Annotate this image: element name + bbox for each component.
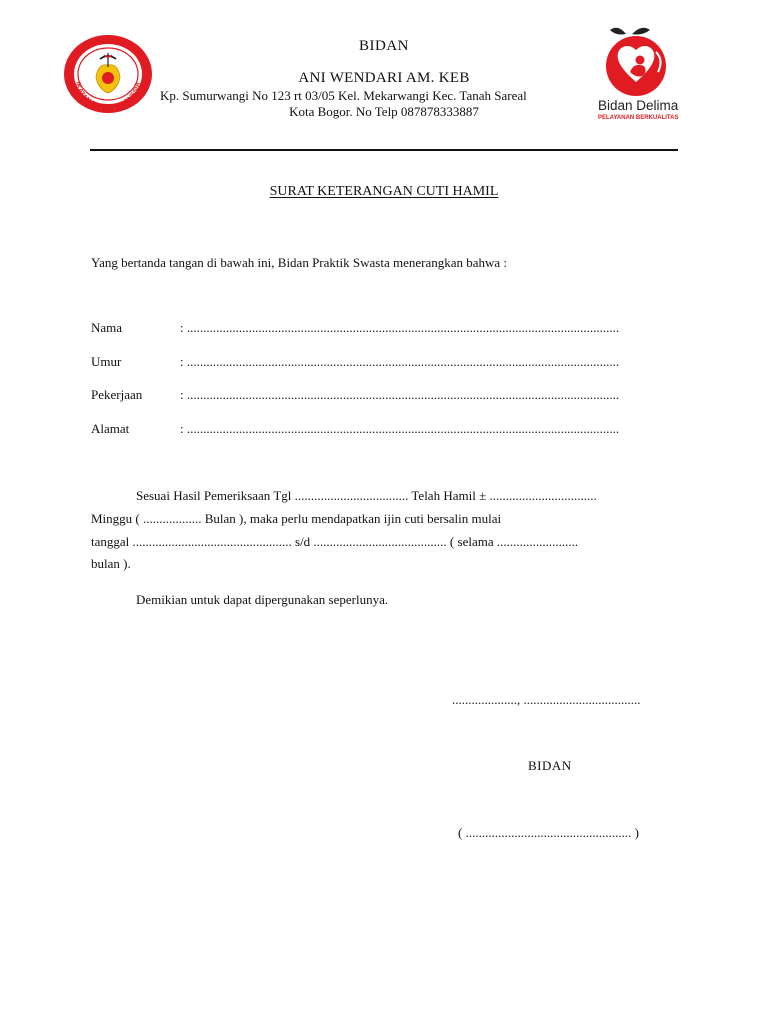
field-fill-alamat: : ..................................................................................................................................... [180,421,620,436]
paragraph-line-4: bulan ). [91,556,131,571]
address-line-2: Kota Bogor. No Telp 087878333887 [289,104,479,119]
signature-name-line: ( ................................................... ) [458,825,639,840]
address-line-1: Kp. Sumurwangi No 123 rt 03/05 Kel. Mekarwangi Kec. Tanah Sareal [160,88,527,103]
field-fill-nama: : ..................................................................................................................................... [180,320,620,335]
intro-text: Yang bertanda tangan di bawah ini, Bidan Praktik Swasta menerangkan bahwa : [91,255,508,270]
closing-text: Demikian untuk dapat dipergunakan seperlunya. [136,592,389,607]
field-fill-umur: : ..................................................................................................................................... [180,354,620,369]
header-divider [90,149,678,151]
paragraph-line-2: Minggu ( .................. Bulan ), maka perlu mendapatkan ijin cuti bersalin mulai [91,511,502,526]
header-title: BIDAN [359,38,409,54]
field-label-pekerjaan: Pekerjaan [91,387,143,402]
place-date-line: ...................., .................................... [452,692,641,707]
svg-text:IKATAN BIDAN INDONESIA: IKATAN BIDAN INDONESIA [74,81,142,112]
signature-role: BIDAN [528,758,572,773]
bidan-delima-logo [596,22,694,122]
paragraph-line-1: Sesuai Hasil Pemeriksaan Tgl ................................... Telah Hamil ± ................................. [136,488,597,503]
field-label-umur: Umur [91,354,122,369]
ibi-logo [62,33,154,115]
midwife-name: ANI WENDARI AM. KEB [298,70,470,86]
field-fill-pekerjaan: : ..................................................................................................................................... [180,387,620,402]
field-label-alamat: Alamat [91,421,130,436]
svg-text:Bidan Delima: Bidan Delima [598,98,679,113]
document-title: SURAT KETERANGAN CUTI HAMIL [269,184,499,199]
field-label-nama: Nama [91,320,123,335]
svg-text:PELAYANAN BERKUALITAS: PELAYANAN BERKUALITAS [598,115,679,121]
paragraph-line-3: tanggal ................................................. s/d ......................................... ( selama ......................... [91,534,579,549]
